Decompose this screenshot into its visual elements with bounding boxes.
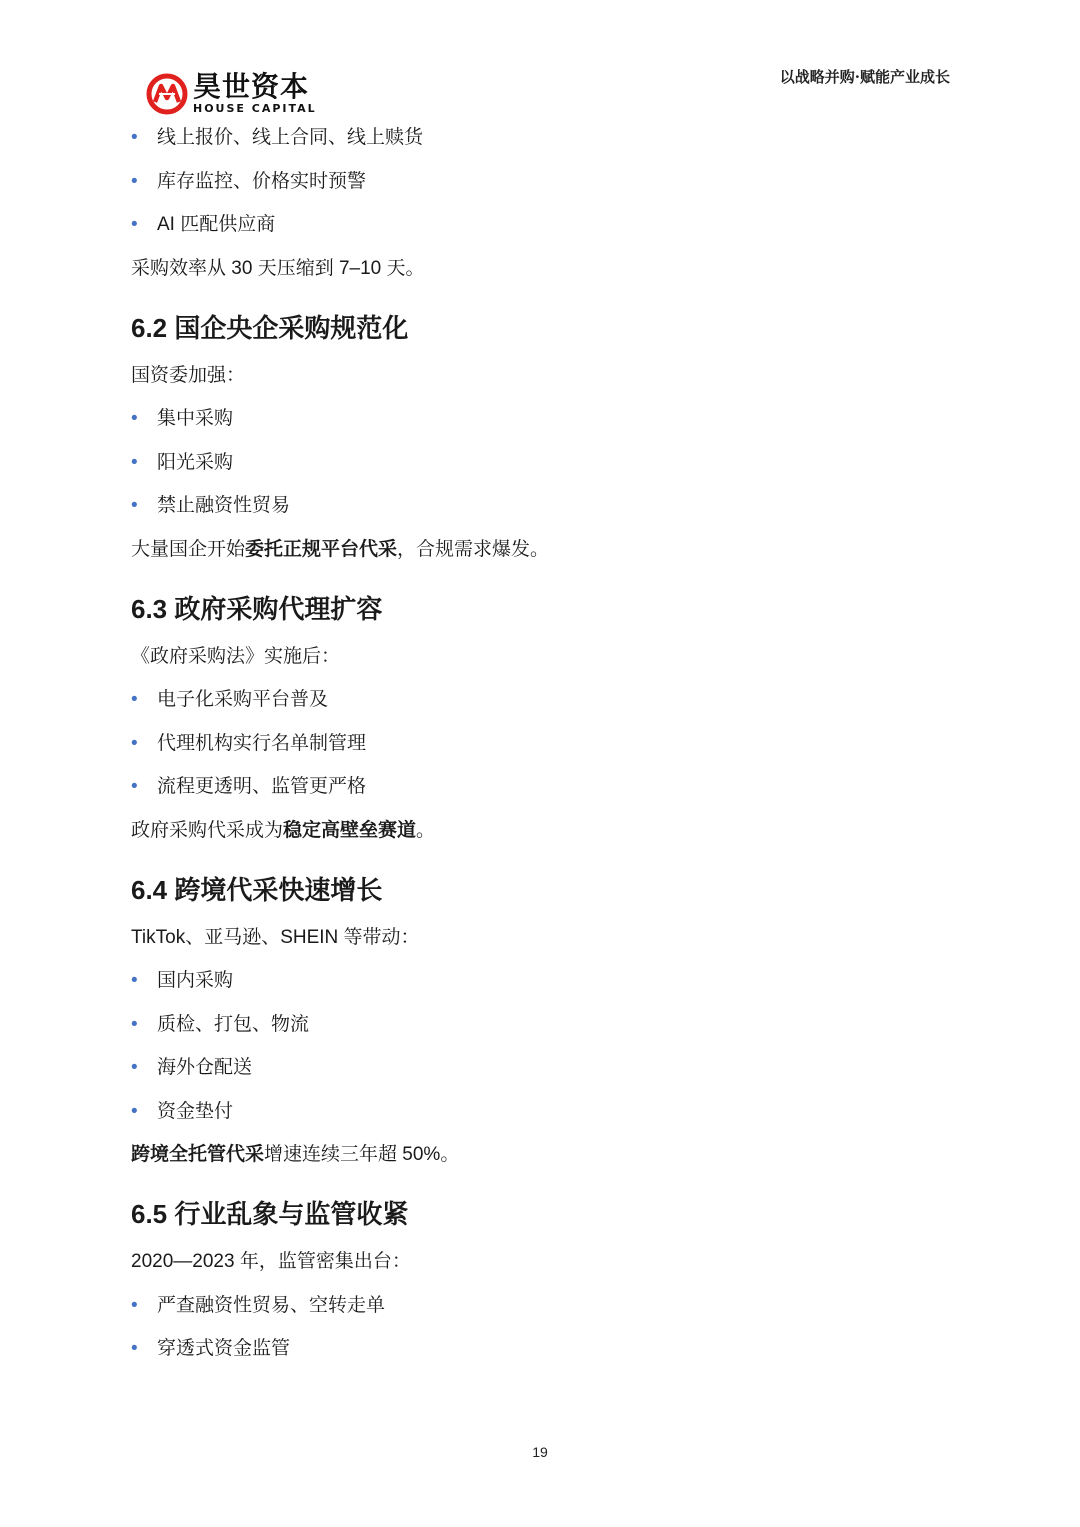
bullet-text: 集中采购 <box>157 408 234 429</box>
paragraph-text: ，合规需求爆发。 <box>397 538 550 560</box>
paragraph: 2020—2023 年，监管密集出台： <box>131 1251 411 1272</box>
section-heading: 6.3 政府采购代理扩容 <box>131 593 383 624</box>
bullet-text: AI 匹配供应商 <box>157 214 276 235</box>
bullet-item <box>131 775 951 799</box>
header-slogan: 以战略并购·赋能产业成长 <box>779 68 950 86</box>
bullet-item <box>131 407 951 431</box>
paragraph: 采购效率从 30 天压缩到 7–10 天。 <box>131 257 425 279</box>
bullet-text: 库存监控、价格实时预警 <box>157 170 367 192</box>
bullet-item <box>131 688 951 712</box>
bullet-text: 资金垫付 <box>157 1100 234 1122</box>
bullet-item <box>131 1056 951 1080</box>
bullet-text: 严查融资性贸易、空转走单 <box>157 1294 386 1316</box>
paragraph-text: 。 <box>416 819 436 841</box>
logo-english-name: HOUSE CAPITAL <box>193 102 317 115</box>
bullet-item <box>131 969 951 993</box>
logo-chinese-name: 昊世资本 <box>193 70 310 103</box>
paragraph-text: 政府采购代采成为 <box>131 819 284 841</box>
bullet-dot-icon: • <box>131 170 138 192</box>
bullet-item <box>131 451 951 475</box>
bullet-dot-icon: • <box>131 1013 138 1035</box>
bullet-item <box>131 170 951 194</box>
bullet-text: 穿透式资金监管 <box>157 1338 291 1359</box>
bullet-dot-icon: • <box>131 451 138 473</box>
bullet-dot-icon: • <box>131 127 138 148</box>
paragraph <box>131 538 951 562</box>
bullet-text: 代理机构实行名单制管理 <box>157 732 367 754</box>
bullet-dot-icon: • <box>131 1100 138 1122</box>
bullet-dot-icon: • <box>131 776 138 797</box>
paragraph-emphasis: 委托正规平台代采 <box>245 538 398 560</box>
paragraph <box>131 1143 951 1167</box>
bullet-dot-icon: • <box>131 689 138 710</box>
bullet-item <box>131 1337 951 1361</box>
page-number: 19 <box>532 1444 548 1460</box>
bullet-item <box>131 732 951 756</box>
bullet-dot-icon: • <box>131 408 138 429</box>
logo-emblem-icon <box>145 72 189 116</box>
bullet-dot-icon: • <box>131 214 138 235</box>
paragraph-text: 增速连续三年超 50%。 <box>264 1144 460 1165</box>
bullet-dot-icon: • <box>131 495 138 516</box>
paragraph: 国资委加强： <box>131 364 246 386</box>
paragraph: TikTok、亚马逊、SHEIN 等带动： <box>131 926 420 948</box>
bullet-text: 阳光采购 <box>157 451 234 473</box>
section-heading: 6.4 跨境代采快速增长 <box>131 874 383 905</box>
bullet-dot-icon: • <box>131 1057 138 1078</box>
section-heading: 6.5 行业乱象与监管收紧 <box>131 1199 409 1229</box>
company-logo <box>145 72 317 116</box>
bullet-item <box>131 494 951 518</box>
bullet-text: 禁止融资性贸易 <box>157 495 291 516</box>
bullet-item <box>131 126 951 150</box>
bullet-text: 流程更透明、监管更严格 <box>157 776 367 797</box>
bullet-dot-icon: • <box>131 970 138 991</box>
bullet-text: 线上报价、线上合同、线上赎货 <box>157 127 424 148</box>
bullet-dot-icon: • <box>131 1338 138 1359</box>
paragraph-emphasis: 稳定高壁垒赛道 <box>283 819 417 841</box>
bullet-text: 电子化采购平台普及 <box>157 689 329 710</box>
paragraph: 《政府采购法》实施后： <box>131 645 341 667</box>
document-body <box>131 126 951 1381</box>
bullet-dot-icon: • <box>131 1294 138 1316</box>
bullet-item <box>131 213 951 237</box>
bullet-text: 国内采购 <box>157 970 234 991</box>
bullet-item <box>131 1294 951 1318</box>
bullet-text: 质检、打包、物流 <box>157 1013 310 1035</box>
bullet-item <box>131 1013 951 1037</box>
paragraph-text: 大量国企开始 <box>131 538 246 560</box>
paragraph <box>131 819 951 843</box>
bullet-text: 海外仓配送 <box>157 1057 253 1078</box>
paragraph-emphasis: 跨境全托管代采 <box>131 1144 265 1165</box>
bullet-item <box>131 1100 951 1124</box>
bullet-dot-icon: • <box>131 732 138 754</box>
section-heading: 6.2 国企央企采购规范化 <box>131 312 409 343</box>
